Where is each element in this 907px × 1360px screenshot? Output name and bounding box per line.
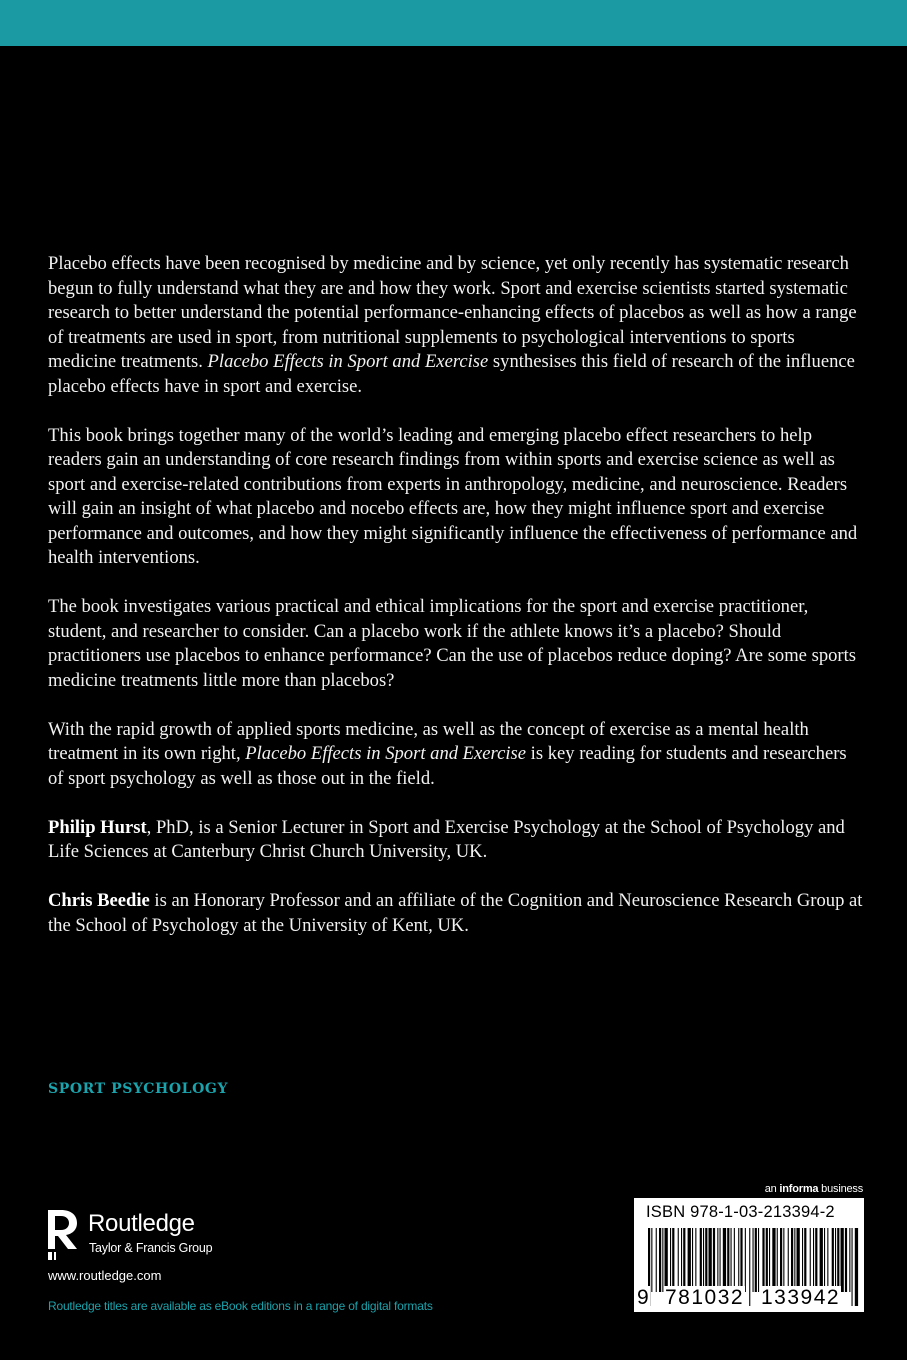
author-name: Philip Hurst [48,816,147,838]
publisher-name: Routledge [88,1210,195,1237]
barcode-bar [755,1228,757,1292]
barcode-bar [731,1228,732,1292]
barcode-bar [709,1228,712,1292]
barcode-bar [738,1228,739,1292]
barcode-bar [670,1228,671,1292]
barcode-bar [688,1228,691,1292]
barcode-bar [804,1228,806,1292]
back-cover-blurb [48,252,863,963]
barcode-bar [705,1228,707,1292]
barcode-bar [753,1228,754,1292]
barcode-bar [766,1228,768,1292]
barcode-bar [810,1228,811,1292]
barcode-bar [845,1228,847,1292]
barcode-bar [827,1228,828,1292]
barcode-bar [780,1228,782,1292]
barcode-bar [783,1228,784,1292]
author-bio-hurst: Philip Hurst, PhD, is a Senior Lecturer in Sport and Exercise Psychology at the School of Psychology and Life Sciences at Canterbury Christ Church University, UK. [48,816,845,862]
barcode-bar [740,1228,742,1292]
barcode-bar [665,1228,668,1292]
barcode-bar [745,1228,746,1292]
blurb-paragraph-1: Placebo effects have been recognised by medicine and by science, yet only recently has systematic research begun to fully understand what they are and how they work. Sport and exercise scientists started systematic research to better understand the potential performance-enhancing effects of placebos as well as how a range of treatments are used in sport, from nutritional supplements to psychological interventions to sports medicine treatments. Placebo Effects in Sport and Exercise synthesises this field of research of the influence placebo effects have in sport and exercise. [48,253,857,397]
blurb-paragraph-3: The book investigates various practical and ethical implications for the sport and exercise practitioner, student, and researcher to consider. Can a placebo work if the athlete knows it’s a placebo? Should practitioners use placebos to enhance performance? Can the use of placebos reduce doping? Are some sports medicine treatments little more than placebos? [48,596,857,691]
barcode-bar [727,1228,729,1292]
barcode-bar [797,1228,800,1292]
barcode-bar [841,1228,844,1292]
barcode-bar [678,1228,679,1292]
barcode-digits [634,1286,864,1310]
barcode-bar [788,1228,789,1292]
informa-business-tag: an informa business [764,1183,863,1195]
barcode-bar [651,1228,652,1292]
barcode-bar [769,1228,770,1292]
barcode-bar [683,1228,685,1292]
barcode-bar [700,1228,702,1292]
barcode-bar [815,1228,817,1292]
barcode-bar [672,1228,674,1292]
barcode-bar [772,1228,775,1292]
barcode-bar [777,1228,778,1292]
barcode-bar [837,1228,839,1292]
publisher-logo [46,1208,246,1262]
top-color-band [0,0,907,46]
barcode-bar [835,1228,836,1292]
barcode-bar [734,1228,735,1292]
barcode-bar [794,1228,795,1292]
barcode-bar [662,1228,663,1292]
barcode-bar [762,1228,764,1292]
barcode-bar [717,1228,718,1292]
barcode-bar [681,1228,682,1292]
barcode-bar [802,1228,803,1292]
barcode-bar [849,1228,850,1292]
author-name: Chris Beedie [48,890,150,911]
barcode-bar [758,1228,759,1292]
barcode-bar [820,1228,823,1292]
barcode-bar [703,1228,704,1292]
barcode-bar [713,1228,715,1292]
barcode-bar [813,1228,814,1292]
subject-category: SPORT PSYCHOLOGY [48,1081,229,1097]
barcode-bar [659,1228,661,1292]
barcode-bar [791,1228,793,1292]
barcode-bar [656,1228,657,1292]
isbn-barcode-box [634,1198,864,1312]
barcode-bar [692,1228,693,1292]
author-bio-beedie: Chris Beedie is an Honorary Professor and an affiliate of the Cognition and Neuroscience Research Group at the School of Psychology at the University of Kent, UK. [48,890,863,936]
publisher-url[interactable]: www.routledge.com [48,1268,162,1283]
barcode-bar [824,1228,825,1292]
barcode-digit-group-right: 133942 [761,1286,841,1309]
barcode-bar [695,1228,696,1292]
barcode-bar [720,1228,721,1292]
barcode-digit-prefix: 9 [637,1286,649,1309]
barcode-digit-group-left: 781032 [665,1286,745,1309]
routledge-logo-icon [46,1208,80,1262]
blurb-paragraph-2: This book brings together many of the world’s leading and emerging placebo effect researchers to help readers gain an understanding of core research findings from within sports and exercise science as well as sport and exercise-related contributions from experts in anthropology, medicine, and neuroscience. Readers will gain an insight of what placebo and nocebo effects are, how they might influence sport and exercise performance and outcomes, and how they might significantly influence the effectiveness of performance and health interventions. [48,424,858,568]
barcode-bar [723,1228,726,1292]
publisher-group: Taylor & Francis Group [89,1241,213,1255]
blurb-paragraph-4: With the rapid growth of applied sports medicine, as well as the concept of exercise as a mental health treatment in its own right, Placebo Effects in Sport and Exercise is key reading for students and researchers of sport psychology as well as those out in the field. [48,718,847,789]
isbn-label: ISBN 978-1-03-213394-2 [646,1203,835,1221]
barcode-bar [832,1228,834,1292]
ebook-note: Routledge titles are available as eBook editions in a range of digital formats [48,1299,433,1313]
